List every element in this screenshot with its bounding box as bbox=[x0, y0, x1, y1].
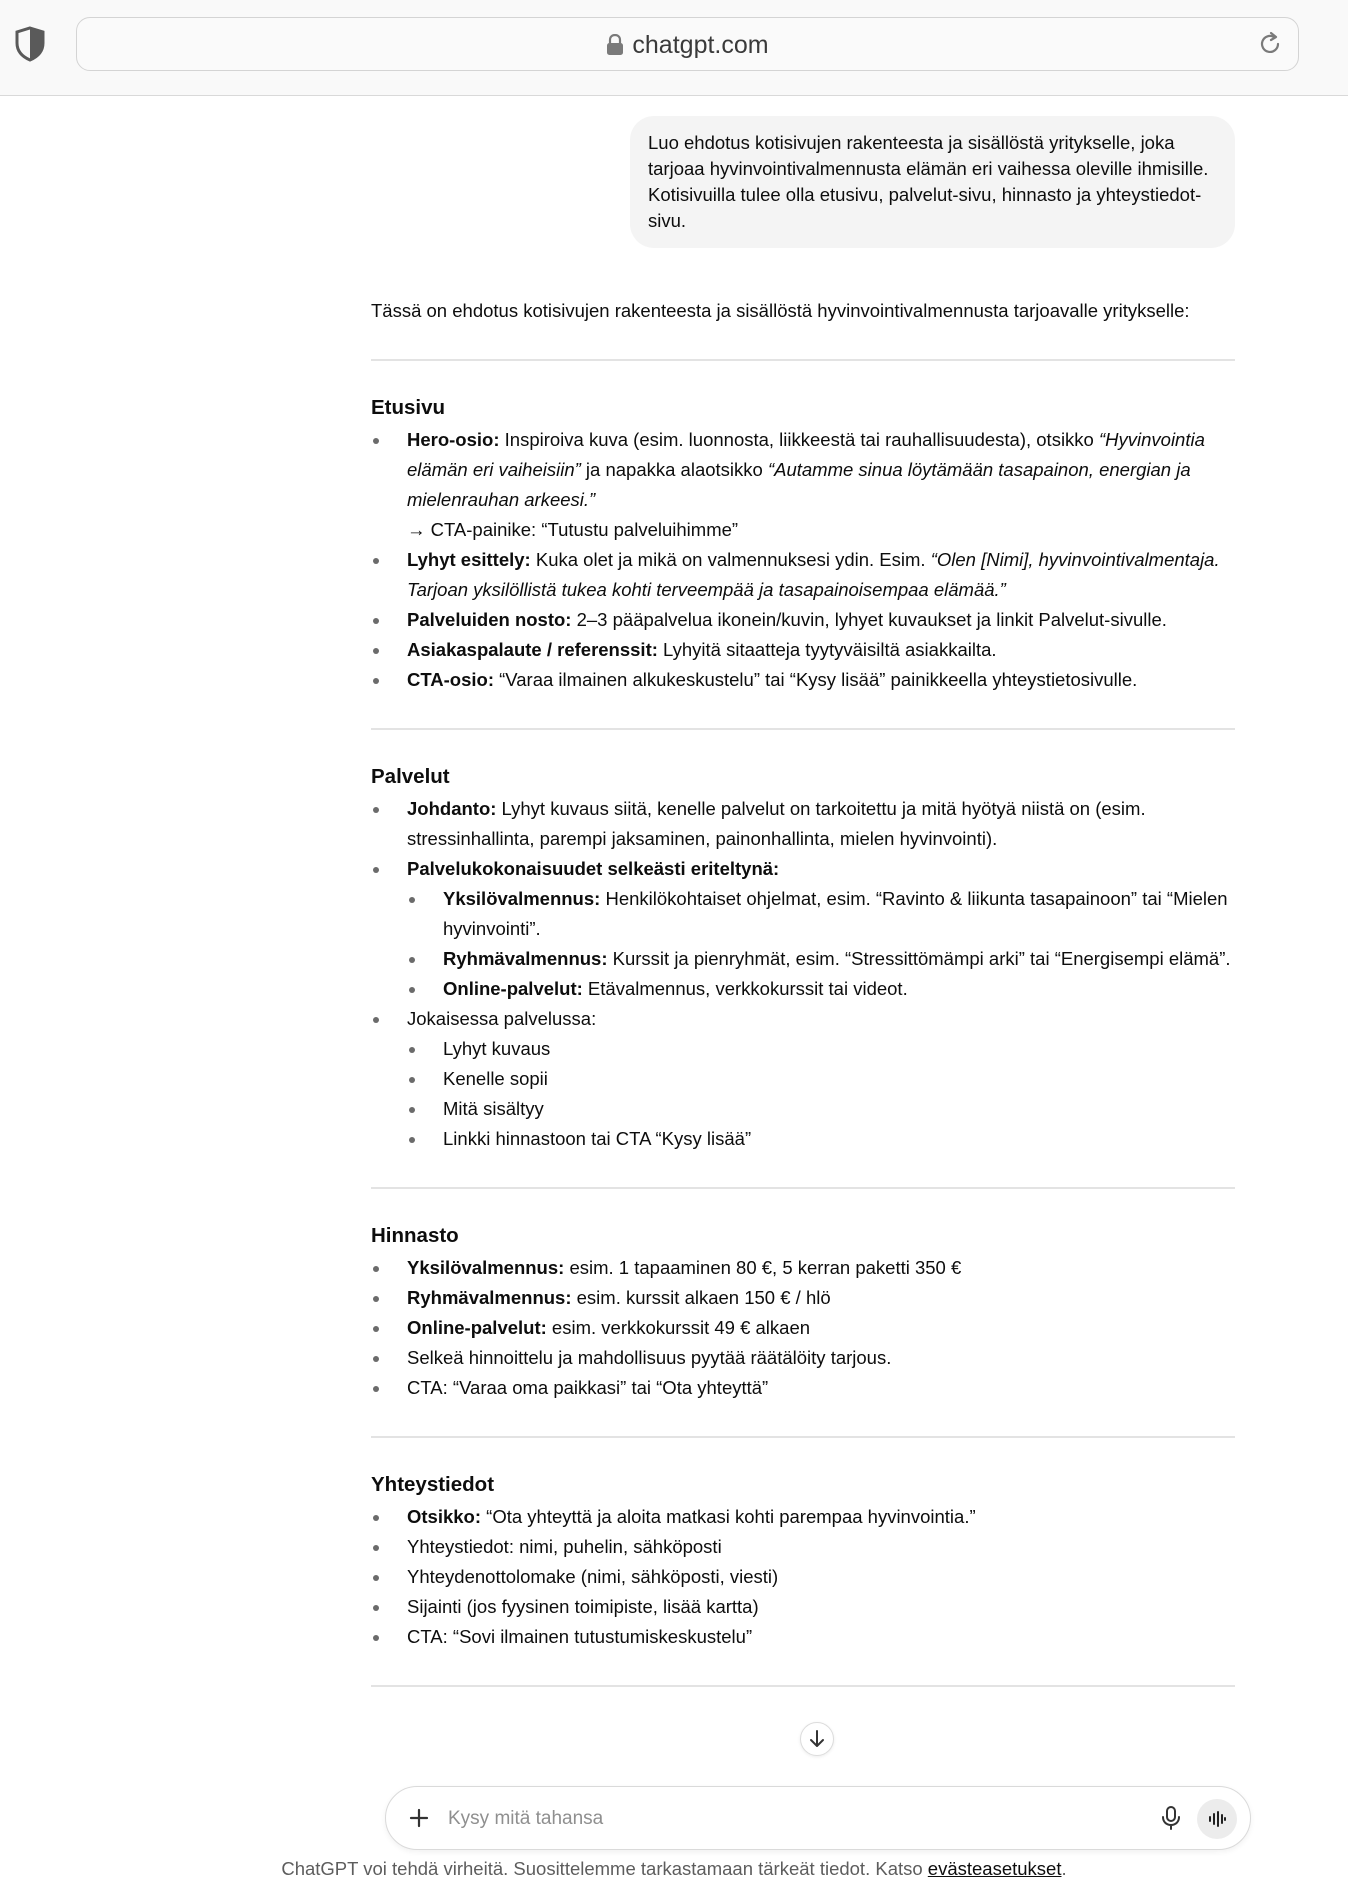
item-text: Kuka olet ja mikä on valmennuksesi ydin. Esim. bbox=[530, 549, 931, 570]
item-label: Yksilövalmennus: bbox=[443, 888, 601, 909]
divider bbox=[371, 1436, 1235, 1438]
prompt-composer bbox=[385, 1786, 1251, 1850]
voice-mode-button[interactable] bbox=[1197, 1799, 1237, 1839]
list-item: Yhteydenottolomake (nimi, sähköposti, viesti) bbox=[407, 1562, 1235, 1592]
user-message: Luo ehdotus kotisivujen rakenteesta ja sisällöstä yritykselle, joka tarjoaa hyvinvointivalmennusta elämän eri vaihessa oleville ihmisille. Kotisivuilla tulee olla etusivu, palvelut-sivu, hinnasto ja yhteystiedot-sivu. bbox=[630, 116, 1235, 248]
item-label: Ryhmävalmennus: bbox=[443, 948, 608, 969]
item-quote: “Autamme sinua löytämään tasapainon, energian ja mielenrauhan arkeesi.” bbox=[407, 459, 1191, 510]
item-text: ja napakka alaotsikko bbox=[580, 459, 768, 480]
list-item: Lyhyt kuvaus bbox=[443, 1034, 1235, 1064]
list-item: Selkeä hinnoittelu ja mahdollisuus pyytää räätälöity tarjous. bbox=[407, 1343, 1235, 1373]
item-text: Etävalmennus, verkkokurssit tai videot. bbox=[582, 978, 908, 999]
list-item bbox=[407, 1313, 1235, 1343]
disclaimer bbox=[0, 1858, 1348, 1880]
list-item bbox=[407, 854, 1235, 1004]
list-item bbox=[407, 794, 1235, 854]
microphone-icon[interactable] bbox=[1158, 1804, 1184, 1832]
list-item bbox=[407, 425, 1235, 545]
disclaimer-end: . bbox=[1061, 1858, 1067, 1879]
arrow-down-icon bbox=[809, 1730, 825, 1748]
reload-icon[interactable] bbox=[1256, 30, 1284, 58]
divider bbox=[371, 728, 1235, 730]
item-text: Lyhyt kuvaus siitä, kenelle palvelut on tarkoitettu ja mitä hyötyä niistä on (esim. stressinhallinta, parempi jaksaminen, painonhallinta, mielen hyvinvointi). bbox=[407, 798, 1146, 849]
address-bar[interactable] bbox=[76, 17, 1299, 71]
assistant-message bbox=[371, 296, 1235, 1719]
item-quote: “Hyvinvointia elämän eri vaiheisiin” bbox=[407, 429, 1205, 480]
list-item bbox=[407, 1004, 1235, 1154]
item-label: Online-palvelut: bbox=[443, 978, 583, 999]
item-label: Palveluiden nosto: bbox=[407, 609, 572, 630]
list-item: Linkki hinnastoon tai CTA “Kysy lisää” bbox=[443, 1124, 1235, 1154]
disclaimer-text: ChatGPT voi tehdä virheitä. Suosittelemme tarkastamaan tärkeät tiedot. Katso bbox=[281, 1858, 928, 1879]
list-item bbox=[407, 605, 1235, 635]
divider bbox=[371, 1187, 1235, 1189]
item-label: Yksilövalmennus: bbox=[407, 1257, 565, 1278]
item-text: esim. 1 tapaaminen 80 €, 5 kerran paketti 350 € bbox=[564, 1257, 962, 1278]
conversation bbox=[0, 96, 1348, 1776]
item-text: Inspiroiva kuva (esim. luonnosta, liikkeestä tai rauhallisuudesta), otsikko bbox=[499, 429, 1099, 450]
url-text: chatgpt.com bbox=[632, 31, 769, 59]
divider bbox=[371, 359, 1235, 361]
list-item: CTA: “Sovi ilmainen tutustumiskeskustelu” bbox=[407, 1622, 1235, 1652]
shield-icon[interactable] bbox=[14, 26, 46, 62]
item-cta: → CTA-painike: “Tutustu palveluihimme” bbox=[407, 519, 739, 540]
section-heading-hinnasto: Hinnasto bbox=[371, 1224, 459, 1247]
item-label: Ryhmävalmennus: bbox=[407, 1287, 572, 1308]
list-item bbox=[407, 665, 1235, 695]
item-label: Asiakaspalaute / referenssit: bbox=[407, 639, 658, 660]
list-item bbox=[407, 1253, 1235, 1283]
item-text: Jokaisessa palvelussa: bbox=[407, 1008, 597, 1029]
section-heading-yhteystiedot: Yhteystiedot bbox=[371, 1473, 495, 1496]
list-item: Mitä sisältyy bbox=[443, 1094, 1235, 1124]
plus-icon[interactable] bbox=[406, 1805, 432, 1831]
item-label: Hero-osio: bbox=[407, 429, 500, 450]
item-label: Online-palvelut: bbox=[407, 1317, 547, 1338]
list-item bbox=[443, 944, 1235, 974]
list-item: CTA: “Varaa oma paikkasi” tai “Ota yhteyttä” bbox=[407, 1373, 1235, 1403]
list-item: Yhteystiedot: nimi, puhelin, sähköposti bbox=[407, 1532, 1235, 1562]
cookie-settings-link[interactable]: evästeasetukset bbox=[927, 1858, 1062, 1879]
hinnasto-list bbox=[371, 1253, 1235, 1403]
item-text: “Ota yhteyttä ja aloita matkasi kohti parempaa hyvinvointia.” bbox=[481, 1506, 976, 1527]
item-text: “Varaa ilmainen alkukeskustelu” tai “Kysy lisää” painikkeella yhteystietosivulle. bbox=[494, 669, 1138, 690]
list-item bbox=[407, 1283, 1235, 1313]
divider bbox=[371, 1685, 1235, 1687]
item-text: 2–3 pääpalvelua ikonein/kuvin, lyhyet kuvaukset ja linkit Palvelut-sivulle. bbox=[571, 609, 1167, 630]
list-item: Kenelle sopii bbox=[443, 1064, 1235, 1094]
list-item bbox=[443, 974, 1235, 1004]
item-quote: “Olen [Nimi], hyvinvointivalmentaja. Tarjoan yksilöllistä tukea kohti terveempää ja tasapainoisempaa elämää.” bbox=[407, 549, 1220, 600]
nested-list bbox=[407, 1034, 1235, 1154]
lock-icon bbox=[606, 34, 624, 56]
palvelut-list bbox=[371, 794, 1235, 1154]
list-item: Sijainti (jos fyysinen toimipiste, lisää kartta) bbox=[407, 1592, 1235, 1622]
item-label: Otsikko: bbox=[407, 1506, 482, 1527]
item-text: esim. kurssit alkaen 150 € / hlö bbox=[571, 1287, 831, 1308]
item-label: Johdanto: bbox=[407, 798, 497, 819]
etusivu-list bbox=[371, 425, 1235, 695]
item-label: Palvelukokonaisuudet selkeästi eriteltynä: bbox=[407, 858, 780, 879]
voice-mode-icon bbox=[1207, 1809, 1227, 1829]
item-text: Kurssit ja pienryhmät, esim. “Stressittömämpi arki” tai “Energisempi elämä”. bbox=[607, 948, 1231, 969]
section-heading-palvelut: Palvelut bbox=[371, 765, 450, 788]
prompt-input[interactable] bbox=[446, 1803, 1110, 1835]
list-item bbox=[407, 635, 1235, 665]
item-label: CTA-osio: bbox=[407, 669, 494, 690]
nested-list bbox=[407, 884, 1235, 1004]
item-text: Lyhyitä sitaatteja tyytyväisiltä asiakkailta. bbox=[657, 639, 997, 660]
item-label: Lyhyt esittely: bbox=[407, 549, 531, 570]
browser-toolbar bbox=[0, 0, 1348, 96]
list-item bbox=[407, 1502, 1235, 1532]
list-item bbox=[407, 545, 1235, 605]
assistant-intro: Tässä on ehdotus kotisivujen rakenteesta ja sisällöstä hyvinvointivalmennusta tarjoavalle yritykselle: bbox=[371, 300, 1190, 321]
list-item bbox=[443, 884, 1235, 944]
yhteystiedot-list bbox=[371, 1502, 1235, 1652]
section-heading-etusivu: Etusivu bbox=[371, 396, 446, 419]
item-text: esim. verkkokurssit 49 € alkaen bbox=[546, 1317, 811, 1338]
scroll-to-bottom-button[interactable] bbox=[800, 1722, 834, 1756]
item-text: Henkilökohtaiset ohjelmat, esim. “Ravinto & liikunta tasapainoon” tai “Mielen hyvinvointi”. bbox=[443, 888, 1228, 939]
